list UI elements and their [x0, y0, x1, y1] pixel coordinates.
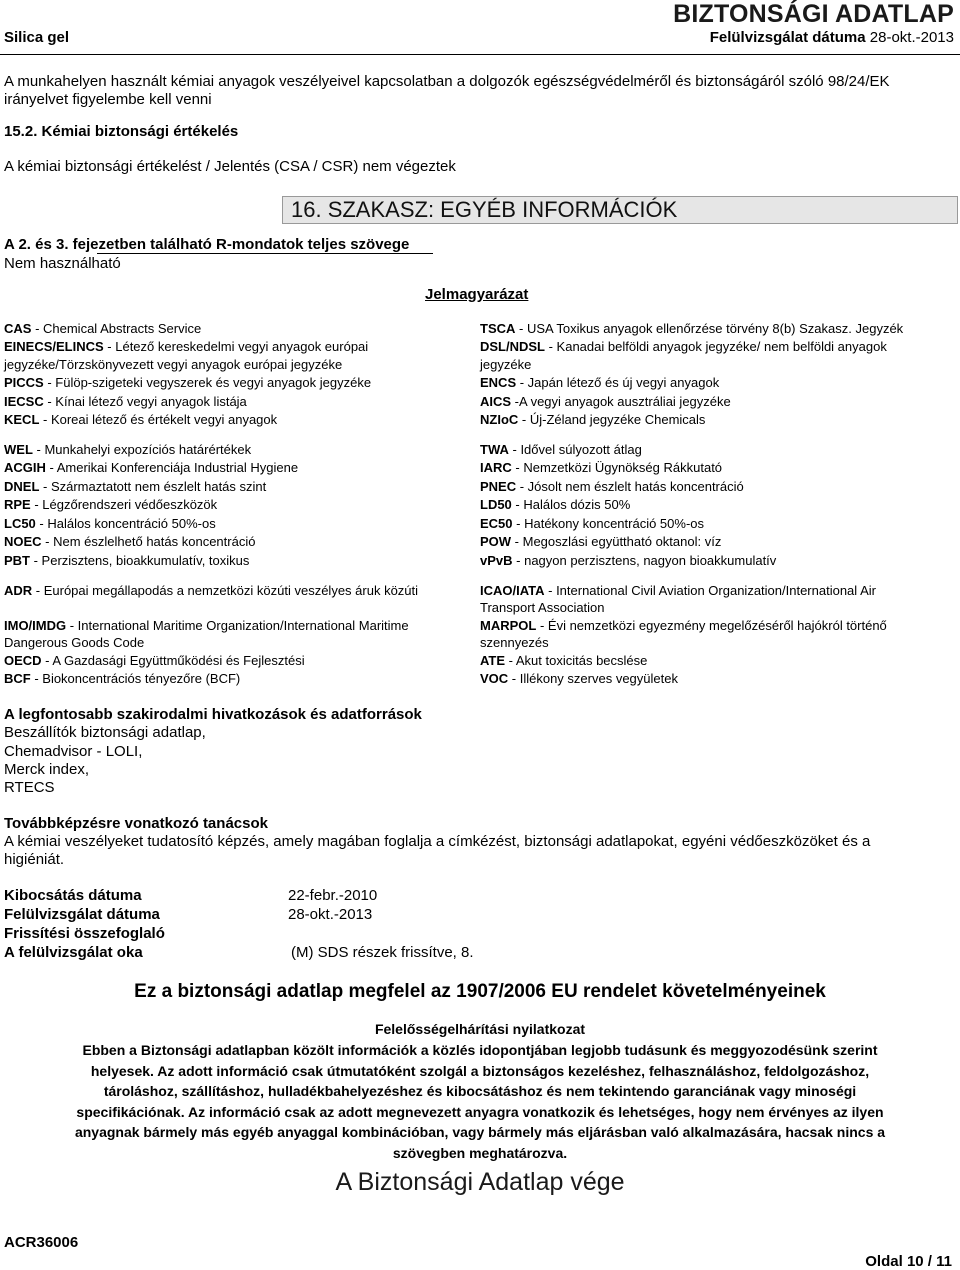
legend-description: - nagyon perzisztens, nagyon bioakkumulatív — [512, 553, 777, 568]
intro-line-1: A munkahelyen használt kémiai anyagok veszélyeivel kapcsolatban a dolgozók egészségvédelméről és biztonságáról szóló 98/24/EK — [4, 73, 890, 90]
revision-reason-value: (M) SDS részek frissítve, 8. — [291, 944, 474, 961]
legend-entry — [4, 652, 305, 670]
legend-description: Dangerous Goods Code — [4, 635, 145, 650]
section-16-title-bar — [282, 196, 958, 224]
product-name: Silica gel — [4, 29, 70, 46]
legend-entry — [480, 478, 744, 496]
legend-abbreviation: TSCA — [480, 321, 516, 336]
reference-line: Chemadvisor - LOLI, — [4, 743, 143, 760]
legend-entry — [4, 441, 251, 459]
section-15-2-text: A kémiai biztonsági értékelést / Jelentés (CSA / CSR) nem végeztek — [4, 158, 456, 175]
legend-abbreviation: RPE — [4, 497, 31, 512]
revision-date-label: Felülvizsgálat dátuma — [4, 906, 160, 923]
legend-description: - Akut toxicitás becslése — [505, 653, 648, 668]
legend-abbreviation: DNEL — [4, 479, 40, 494]
legend-entry — [4, 338, 368, 356]
legend-description: - International Civil Aviation Organization/International Air — [544, 583, 876, 598]
legend-description: - Származtatott nem észlelt hatás szint — [39, 479, 267, 494]
legend-abbreviation: ICAO/IATA — [480, 583, 545, 598]
legend-abbreviation: VOC — [480, 671, 509, 686]
training-heading: Továbbképzésre vonatkozó tanácsok — [4, 815, 268, 832]
legend-description: - Létező kereskedelmi vegyi anyagok európai — [103, 339, 369, 354]
legend-entry — [480, 515, 704, 533]
legend-entry — [4, 320, 201, 338]
legend-entry — [4, 670, 240, 688]
legend-title: Jelmagyarázat — [425, 286, 529, 303]
training-line-1: A kémiai veszélyeket tudatosító képzés, amely magában foglalja a címkézést, biztonsági adatlapokat, egyéni védőeszközöket és a — [4, 833, 871, 850]
header-divider — [0, 54, 960, 55]
legend-description: - Halálos dózis 50% — [511, 497, 631, 512]
legend-description: - Kínai létező vegyi anyagok listája — [43, 394, 247, 409]
page-value: 10 / 11 — [906, 1253, 952, 1270]
header-revision-label: Felülvizsgálat dátuma — [709, 29, 866, 46]
legend-description: - Európai megállapodás a nemzetközi közúti veszélyes áruk közúti — [32, 583, 419, 598]
legend-abbreviation: WEL — [4, 442, 33, 457]
legend-entry — [480, 459, 722, 477]
legend-abbreviation: IARC — [480, 460, 512, 475]
legend-abbreviation: POW — [480, 534, 512, 549]
legend-entry — [4, 411, 277, 429]
disclaimer-heading: Felelősségelhárítási nyilatkozat — [374, 1021, 586, 1037]
legend-abbreviation: TWA — [480, 442, 509, 457]
legend-description: szennyezés — [480, 635, 549, 650]
legend-entry — [4, 515, 216, 533]
legend-entry — [480, 617, 887, 635]
training-line-2: higiéniát. — [4, 851, 65, 868]
legend-description: - Illékony szerves vegyületek — [508, 671, 678, 686]
legend-description: jegyzéke — [480, 357, 532, 372]
disclaimer-line: szövegben meghatározva. — [392, 1144, 568, 1161]
reference-line: RTECS — [4, 779, 55, 796]
intro-line-2: irányelvet figyelembe kell venni — [4, 91, 212, 108]
legend-description: Transport Association — [480, 600, 605, 615]
legend-description: - Halálos koncentráció 50%-os — [35, 516, 216, 531]
legend-abbreviation: EINECS/ELINCS — [4, 339, 104, 354]
r-phrases-underline — [97, 253, 433, 254]
legend-description: - Légzőrendszeri védőeszközök — [30, 497, 218, 512]
legend-entry — [480, 441, 642, 459]
r-phrases-heading: A 2. és 3. fejezetben található R-mondatok teljes szövege — [4, 236, 410, 253]
legend-entry — [480, 338, 887, 356]
legend-abbreviation: vPvB — [480, 553, 513, 568]
r-phrases-text: Nem használható — [4, 255, 121, 272]
reference-line: Beszállítók biztonsági adatlap, — [4, 724, 206, 741]
legend-description: - A Gazdasági Együttműködési és Fejlesztési — [41, 653, 305, 668]
legend-entry — [4, 374, 371, 392]
legend-abbreviation: DSL/NDSL — [480, 339, 545, 354]
legend-entry — [4, 634, 144, 652]
legend-entry — [480, 670, 678, 688]
disclaimer-text — [0, 1040, 960, 1163]
legend-description: - Évi nemzetközi egyezmény megelőzéséről hajókról történő — [536, 618, 887, 633]
end-of-sds: A Biztonsági Adatlap vége — [335, 1168, 625, 1196]
legend-entry — [480, 582, 876, 600]
legend-entry — [480, 533, 721, 551]
legend-description: - Jósolt nem észlelt hatás koncentráció — [516, 479, 744, 494]
legend-description: - Amerikai Konferenciája Industrial Hygiene — [45, 460, 299, 475]
legend-entry — [4, 356, 342, 374]
legend-abbreviation: MARPOL — [480, 618, 537, 633]
document-title: BIZTONSÁGI ADATLAP — [673, 0, 954, 28]
legend-description: - Chemical Abstracts Service — [31, 321, 202, 336]
legend-abbreviation: PICCS — [4, 375, 44, 390]
legend-description: - Nem észlelhető hatás koncentráció — [41, 534, 256, 549]
legend-description: -A vegyi anyagok ausztráliai jegyzéke — [511, 394, 731, 409]
legend-entry — [4, 533, 255, 551]
revision-date-value: 28-okt.-2013 — [288, 906, 373, 923]
issue-date-label: Kibocsátás dátuma — [4, 887, 142, 904]
legend-abbreviation: KECL — [4, 412, 40, 427]
legend-description: - Idővel súlyozott átlag — [508, 442, 642, 457]
legend-entry — [4, 478, 266, 496]
legend-description: - International Maritime Organization/International Maritime — [66, 618, 409, 633]
legend-entry — [480, 634, 549, 652]
legend-abbreviation: LD50 — [480, 497, 512, 512]
document-code: ACR36006 — [4, 1234, 79, 1251]
legend-abbreviation: NZIoC — [480, 412, 519, 427]
legend-entry — [4, 582, 418, 600]
legend-entry — [4, 496, 217, 514]
section-15-2-heading: 15.2. Kémiai biztonsági értékelés — [4, 123, 239, 140]
header-revision-date — [710, 29, 954, 46]
header-revision-value: 28-okt.-2013 — [869, 29, 954, 46]
legend-entry — [4, 617, 409, 635]
legend-description: - Kanadai belföldi anyagok jegyzéke/ nem belföldi anyagok — [545, 339, 887, 354]
legend-description: - Megoszlási együttható oktanol: víz — [511, 534, 722, 549]
legend-entry — [480, 374, 719, 392]
legend-description: - Koreai létező és értékelt vegyi anyagok — [39, 412, 278, 427]
issue-date-value: 22-febr.-2010 — [288, 887, 378, 904]
legend-description: - Nemzetközi Ügynökség Rákkutató — [511, 460, 723, 475]
legend-description: - Biokoncentrációs tényezőre (BCF) — [30, 671, 241, 686]
references-heading: A legfontosabb szakirodalmi hivatkozások és adatforrások — [4, 706, 422, 723]
legend-abbreviation: AICS — [480, 394, 512, 409]
revision-reason-label: A felülvizsgálat oka — [4, 944, 143, 961]
legend-entry — [4, 552, 249, 570]
legend-abbreviation: ADR — [4, 583, 33, 598]
legend-abbreviation: LC50 — [4, 516, 36, 531]
legend-abbreviation: NOEC — [4, 534, 42, 549]
legend-entry — [480, 552, 776, 570]
legend-description: - Fülöp-szigeteki vegyszerek és vegyi anyagok jegyzéke — [43, 375, 372, 390]
disclaimer-line: anyagnak bármely más egyéb anyaggal kombinációban, vagy bármely más eljárásban való alkalmazására, hacsak nincs a — [74, 1124, 886, 1140]
legend-abbreviation: PNEC — [480, 479, 517, 494]
legend-description: jegyzéke/Törzskönyvezett vegyi anyagok európai jegyzéke — [4, 357, 343, 372]
legend-entry — [4, 393, 247, 411]
section-16-title: 16. SZAKASZ: EGYÉB INFORMÁCIÓK — [291, 197, 678, 222]
legend-abbreviation: ATE — [480, 653, 506, 668]
legend-entry — [480, 496, 630, 514]
page-label: Oldal — [865, 1253, 903, 1270]
legend-abbreviation: ENCS — [480, 375, 517, 390]
legend-description: - Munkahelyi expozíciós határértékek — [32, 442, 252, 457]
disclaimer-line: tároláshoz, szállításhoz, hulladékbahelyezéshez és kibocsátáshoz és nem tekintendo garanciának vagy minoségi — [103, 1083, 857, 1099]
legend-abbreviation: OECD — [4, 653, 42, 668]
legend-description: - USA Toxikus anyagok ellenőrzése törvény 8(b) Szakasz. Jegyzék — [515, 321, 904, 336]
page-number — [865, 1253, 952, 1270]
legend-abbreviation: EC50 — [480, 516, 513, 531]
update-summary-label: Frissítési összefoglaló — [4, 925, 165, 942]
legend-description: - Hatékony koncentráció 50%-os — [512, 516, 705, 531]
legend-entry — [480, 393, 731, 411]
legend-description: - Japán létező és új vegyi anyagok — [516, 375, 720, 390]
legend-entry — [480, 411, 705, 429]
disclaimer-line: helyesek. Az adott információ csak útmutatóként szolgál a biztonságos kezeléshez, felhasználáshoz, feldolgozáshoz, — [90, 1062, 870, 1079]
legend-entry — [480, 356, 531, 374]
legend-entry — [4, 459, 298, 477]
legend-abbreviation: IMO/IMDG — [4, 618, 67, 633]
compliance-statement: Ez a biztonsági adatlap megfelel az 1907/2006 EU rendelet követelményeinek — [134, 981, 826, 1002]
disclaimer-line: Ebben a Biztonsági adatlapban közölt információk a közlés idopontjában legjobb tudásunk és meggyozodésünk szerint — [82, 1042, 878, 1058]
legend-abbreviation: IECSC — [4, 394, 44, 409]
legend-abbreviation: BCF — [4, 671, 31, 686]
disclaimer-line: specifikációnak. Az információ csak az adott megnevezett anyagra vonatkozik és lehetséges, hogy nem érvényes az ilyen — [76, 1103, 884, 1120]
legend-abbreviation: PBT — [4, 553, 30, 568]
legend-abbreviation: ACGIH — [4, 460, 46, 475]
reference-line: Merck index, — [4, 761, 90, 778]
legend-abbreviation: CAS — [4, 321, 32, 336]
legend-entry — [480, 320, 903, 338]
legend-description: - Perzisztens, bioakkumulatív, toxikus — [30, 553, 250, 568]
legend-description: - Új-Zéland jegyzéke Chemicals — [518, 412, 706, 427]
legend-entry — [480, 599, 605, 617]
legend-entry — [480, 652, 647, 670]
